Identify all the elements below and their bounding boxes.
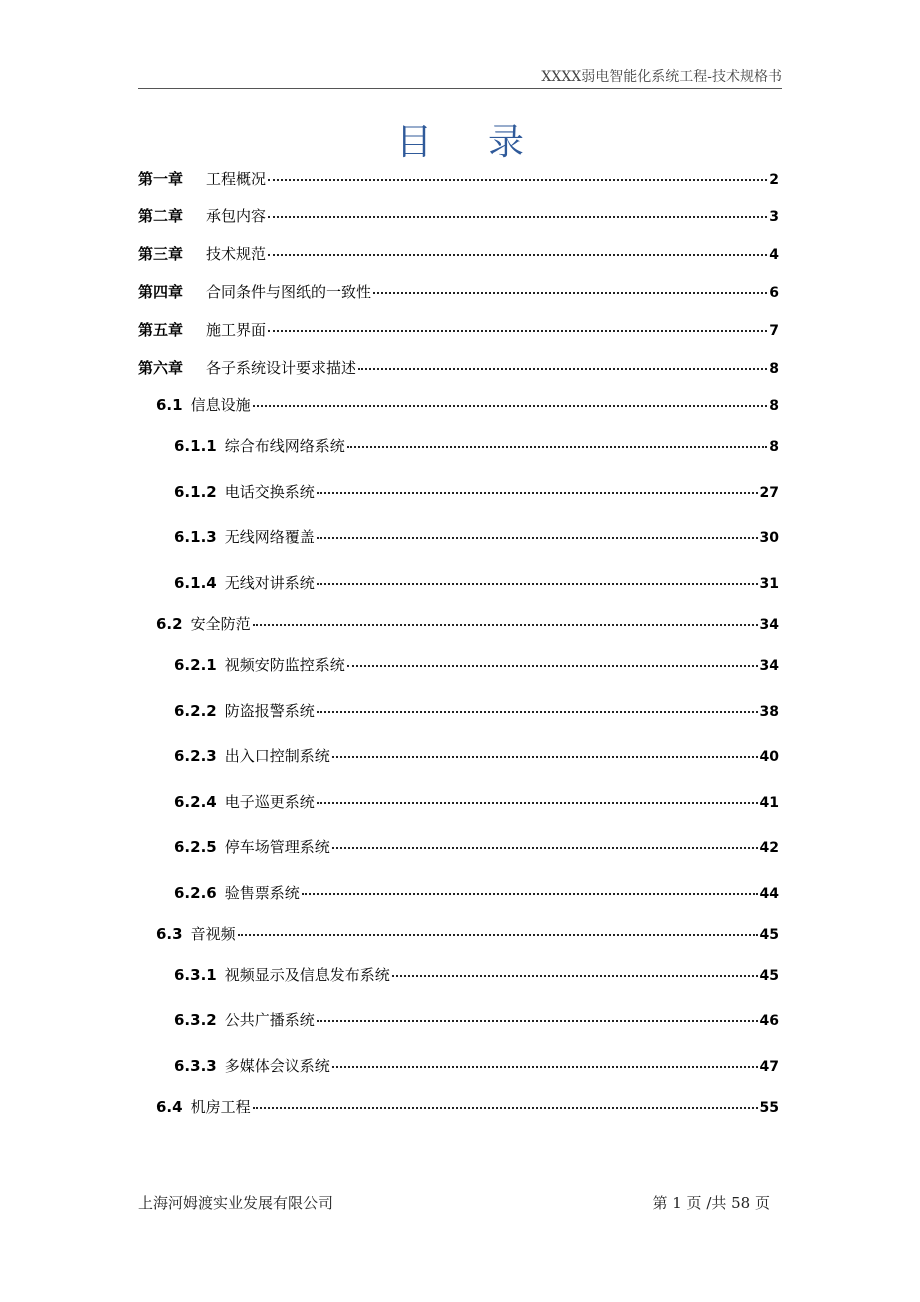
toc-number: 6.2.4 [174,793,217,811]
toc-text: 出入口控制系统 [224,747,330,765]
toc-leader [317,802,758,804]
toc-page-number: 42 [759,840,779,856]
toc-number: 6.2.5 [174,838,217,856]
toc-text: 电子巡更系统 [224,793,315,811]
toc-leader [332,1066,758,1068]
toc-entry[interactable] [174,836,779,858]
header-divider [138,88,782,89]
toc-entry[interactable] [138,281,779,303]
toc-number: 第三章 [138,245,184,263]
toc-page-number: 38 [759,704,779,720]
toc-page-number: 6 [769,285,779,301]
toc-leader [268,216,767,218]
toc-leader [373,292,767,294]
toc-text: 无线网络覆盖 [224,528,315,546]
toc-leader [347,446,768,448]
toc-page-number: 44 [759,886,779,902]
toc-text: 多媒体会议系统 [224,1057,330,1075]
toc-number: 6.1.3 [174,528,217,546]
toc-entry[interactable] [138,205,779,227]
toc-entry[interactable] [174,654,779,676]
toc-leader [332,756,758,758]
toc-page-number: 31 [759,576,779,592]
toc-entry[interactable] [138,357,779,379]
toc-entry[interactable] [138,243,779,265]
toc-leader [268,254,767,256]
running-header: XXXX弱电智能化系统工程-技术规格书 [541,69,782,85]
toc-page-number: 34 [759,617,779,633]
toc-number: 6.3.2 [174,1011,217,1029]
toc-page-number: 40 [759,749,779,765]
toc-number: 第五章 [138,321,184,339]
toc-entry[interactable] [174,526,779,548]
toc-number: 6.1.4 [174,574,217,592]
toc-entry[interactable] [174,1009,779,1031]
footer-pagination: 第 1 页 /共 58 页 [652,1194,770,1212]
toc-page-number: 8 [769,361,779,377]
toc-text: 技术规范 [206,245,267,263]
toc-page-number: 34 [759,658,779,674]
toc-text: 防盗报警系统 [224,702,315,720]
toc-page-number: 47 [759,1059,779,1075]
toc-entry[interactable] [174,700,779,722]
toc-text: 综合布线网络系统 [224,437,345,455]
toc-leader [317,583,758,585]
toc-text: 各子系统设计要求描述 [206,359,357,377]
toc-page-number: 3 [769,209,779,225]
toc-entry[interactable] [174,435,779,457]
toc-leader [268,179,767,181]
toc-number: 第二章 [138,207,184,225]
toc-text: 视频显示及信息发布系统 [224,966,390,984]
toc-text: 承包内容 [206,207,267,225]
toc-text: 验售票系统 [224,884,300,902]
toc-page-number: 4 [769,247,779,263]
toc-text: 工程概况 [206,170,267,188]
toc-leader [253,624,758,626]
toc-leader [302,893,758,895]
toc-number: 6.3.1 [174,966,217,984]
toc-number: 6.1.1 [174,437,217,455]
toc-leader [347,665,758,667]
toc-text: 公共广播系统 [224,1011,315,1029]
toc-leader [317,1020,758,1022]
toc-text: 施工界面 [206,321,267,339]
toc-entry[interactable] [138,168,779,190]
toc-leader [317,711,758,713]
toc-page-number: 46 [759,1013,779,1029]
toc-number: 6.2 [156,615,183,633]
toc-text: 视频安防监控系统 [224,656,345,674]
toc-text: 安全防范 [190,615,251,633]
toc-number: 6.3.3 [174,1057,217,1075]
toc-leader [268,330,767,332]
toc-entry[interactable] [156,923,779,945]
toc-entry[interactable] [174,481,779,503]
toc-number: 第四章 [138,283,184,301]
toc-number: 6.1.2 [174,483,217,501]
toc-entry[interactable] [156,394,779,416]
toc-number: 6.4 [156,1098,183,1116]
toc-text: 合同条件与图纸的一致性 [206,283,372,301]
toc-text: 机房工程 [190,1098,251,1116]
toc-entry[interactable] [174,882,779,904]
toc-text: 电话交换系统 [224,483,315,501]
toc-text: 信息设施 [190,396,251,414]
toc-page-number: 30 [759,530,779,546]
toc-page-number: 45 [759,968,779,984]
footer-company: 上海河姆渡实业发展有限公司 [138,1194,334,1212]
toc-leader [253,1107,758,1109]
toc-entry[interactable] [174,964,779,986]
toc-page-number: 2 [769,172,779,188]
toc-leader [358,368,767,370]
toc-page-number: 27 [759,485,779,501]
toc-leader [332,847,758,849]
toc-entry[interactable] [156,613,779,635]
toc-entry[interactable] [174,745,779,767]
toc-number: 6.2.2 [174,702,217,720]
toc-text: 停车场管理系统 [224,838,330,856]
toc-leader [253,405,768,407]
toc-number: 6.3 [156,925,183,943]
toc-number: 6.2.1 [174,656,217,674]
toc-leader [238,934,758,936]
toc-page-number: 45 [759,927,779,943]
toc-entry[interactable] [174,572,779,594]
toc-entry[interactable] [156,1096,779,1118]
toc-text: 无线对讲系统 [224,574,315,592]
toc-entry[interactable] [174,791,779,813]
toc-page-number: 8 [769,439,779,455]
toc-page-number: 41 [759,795,779,811]
toc-entry[interactable] [174,1055,779,1077]
toc-page-number: 8 [769,398,779,414]
toc-number: 6.1 [156,396,183,414]
toc-number: 第六章 [138,359,184,377]
toc-leader [317,492,758,494]
toc-title: 目录 [395,122,580,163]
toc-page-number: 7 [769,323,779,339]
toc-number: 6.2.6 [174,884,217,902]
toc-entry[interactable] [138,319,779,341]
toc-text: 音视频 [190,925,236,943]
toc-number: 第一章 [138,170,184,188]
toc-leader [392,975,758,977]
toc-leader [317,537,758,539]
toc-number: 6.2.3 [174,747,217,765]
toc-page-number: 55 [759,1100,779,1116]
